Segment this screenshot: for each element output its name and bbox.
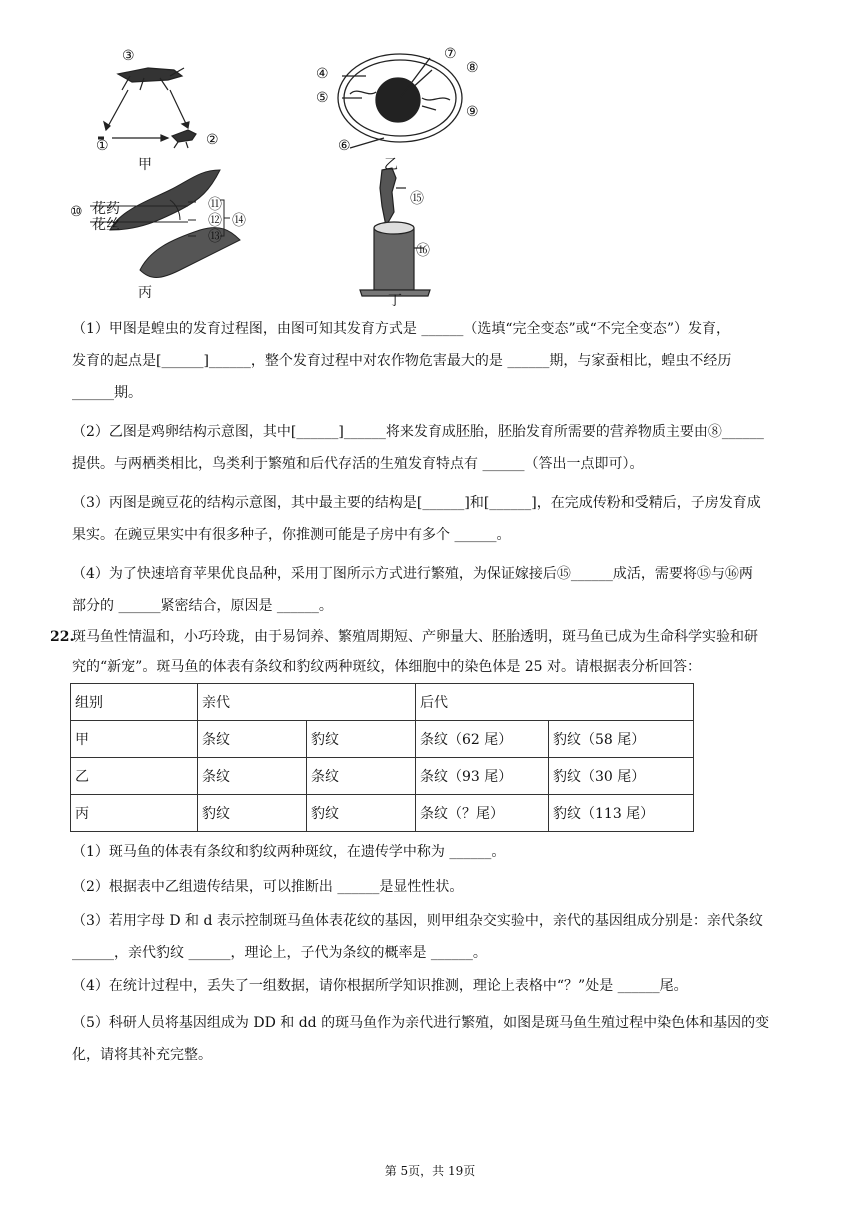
table-cell: 豹纹（113 尾）	[549, 795, 694, 832]
label-5: ⑤	[316, 90, 329, 106]
q21-line-4: （2）乙图是鸡卵结构示意图，其中[______]______将来发育成胚胎，胚胎发育所需要的营养物质主要由⑧______	[72, 424, 764, 440]
table-cell: 条纹（？尾）	[416, 795, 549, 832]
page-footer: 第 5页，共 19页	[384, 1164, 476, 1178]
label-6: ⑥	[338, 138, 351, 154]
q21-line-7: 果实。在豌豆果实中有很多种子，你推测可能是子房中有多个 ______。	[72, 527, 511, 543]
table-row	[71, 684, 694, 721]
label-2: ②	[206, 132, 219, 148]
table-cell: 豹纹（58 尾）	[549, 721, 694, 758]
table-cell: 豹纹	[307, 721, 416, 758]
table-cell: 丙	[71, 795, 198, 832]
q22-question-3b: ______，亲代豹纹 ______，理论上，子代为条纹的概率是 ______。	[72, 945, 487, 961]
figure-drawings	[60, 40, 500, 310]
grasshopper-cycle	[98, 68, 196, 148]
q21-line-1: （1）甲图是蝗虫的发育过程图，由图可知其发育方式是 ______（选填“完全变态”或“不完全变态”）发育，	[72, 321, 730, 337]
q22-intro-2: 究的“新宠”。斑马鱼的体表有条纹和豹纹两种斑纹，体细胞中的染色体是 25 对。请根据表分析回答：	[72, 659, 702, 675]
table-cell: 乙	[71, 758, 198, 795]
label-1: ①	[96, 138, 109, 154]
q21-line-5: 提供。与两栖类相比，鸟类利于繁殖和后代存活的生殖发育特点有 ______（答出一点即可）。	[72, 456, 644, 472]
figure-area	[60, 40, 500, 310]
label-anther: 花药	[92, 201, 120, 217]
table-row	[71, 758, 694, 795]
egg-diagram	[338, 54, 462, 148]
table-cell: 豹纹	[307, 795, 416, 832]
q21-line-8: （4）为了快速培育苹果优良品种，采用丁图所示方式进行繁殖，为保证嫁接后⑮______成活，需要将⑮与⑯两	[72, 566, 753, 582]
label-filament: 花丝	[92, 217, 120, 233]
q21-line-3: ______期。	[72, 385, 142, 401]
label-3: ③	[122, 48, 135, 64]
q22-question-5b: 化，请将其补充完整。	[72, 1047, 212, 1063]
q22-question-5a: （5）科研人员将基因组成为 DD 和 dd 的斑马鱼作为亲代进行繁殖，如图是斑马鱼生殖过程中染色体和基因的变	[72, 1015, 770, 1031]
label-10: ⑩	[70, 204, 83, 220]
label-4: ④	[316, 66, 329, 82]
q21-line-9: 部分的 ______紧密结合，原因是 ______。	[72, 598, 333, 614]
label-12: ⑫	[208, 213, 222, 229]
q21-line-6: （3）丙图是豌豆花的结构示意图，其中最主要的结构是[______]和[______]，在完成传粉和受精后，子房发育成	[72, 495, 761, 511]
q22-question-1: （1）斑马鱼的体表有条纹和豹纹两种斑纹，在遗传学中称为 ______。	[72, 844, 506, 860]
q21-line-2: 发育的起点是[______]______，整个发育过程中对农作物危害最大的是 ______期，与家蚕相比，蝗虫不经历	[72, 353, 732, 369]
label-16: ⑯	[416, 243, 430, 259]
table-cell: 条纹	[198, 758, 307, 795]
label-15: ⑮	[410, 191, 424, 207]
table-cell: 条纹（62 尾）	[416, 721, 549, 758]
table-cell: 条纹（93 尾）	[416, 758, 549, 795]
table-row	[71, 721, 694, 758]
table-cell: 豹纹	[198, 795, 307, 832]
table-header: 亲代	[198, 684, 416, 721]
label-8: ⑧	[466, 60, 479, 76]
table-header: 组别	[71, 684, 198, 721]
table-row	[71, 795, 694, 832]
table-cell: 甲	[71, 721, 198, 758]
label-7: ⑦	[444, 46, 457, 62]
label-9: ⑨	[466, 104, 479, 120]
caption-jia: 甲	[138, 157, 152, 173]
table-header: 后代	[416, 684, 694, 721]
caption-ding: 丁	[388, 293, 402, 309]
label-14: ⑭	[232, 213, 246, 229]
q22-question-4: （4）在统计过程中，丢失了一组数据，请你根据所学知识推测，理论上表格中“？”处是 ______尾。	[72, 978, 688, 994]
table-cell: 条纹	[198, 721, 307, 758]
q22-intro-1: 斑马鱼性情温和，小巧玲珑，由于易饲养、繁殖周期短、产卵量大、胚胎透明，斑马鱼已成为生命科学实验和研	[72, 629, 758, 645]
q22-question-2: （2）根据表中乙组遗传结果，可以推断出 ______是显性性状。	[72, 879, 464, 895]
label-13: ⑬	[208, 229, 222, 245]
q22-question-3a: （3）若用字母 D 和 d 表示控制斑马鱼体表花纹的基因，则甲组杂交实验中，亲代的基因组成分别是：亲代条纹	[72, 913, 763, 929]
results-table	[70, 683, 694, 832]
table-cell: 豹纹（30 尾）	[549, 758, 694, 795]
table-cell: 条纹	[307, 758, 416, 795]
label-11: ⑪	[208, 197, 222, 213]
caption-bing: 丙	[138, 285, 152, 301]
q22-number: 22.	[50, 629, 75, 645]
caption-yi: 乙	[384, 157, 398, 173]
